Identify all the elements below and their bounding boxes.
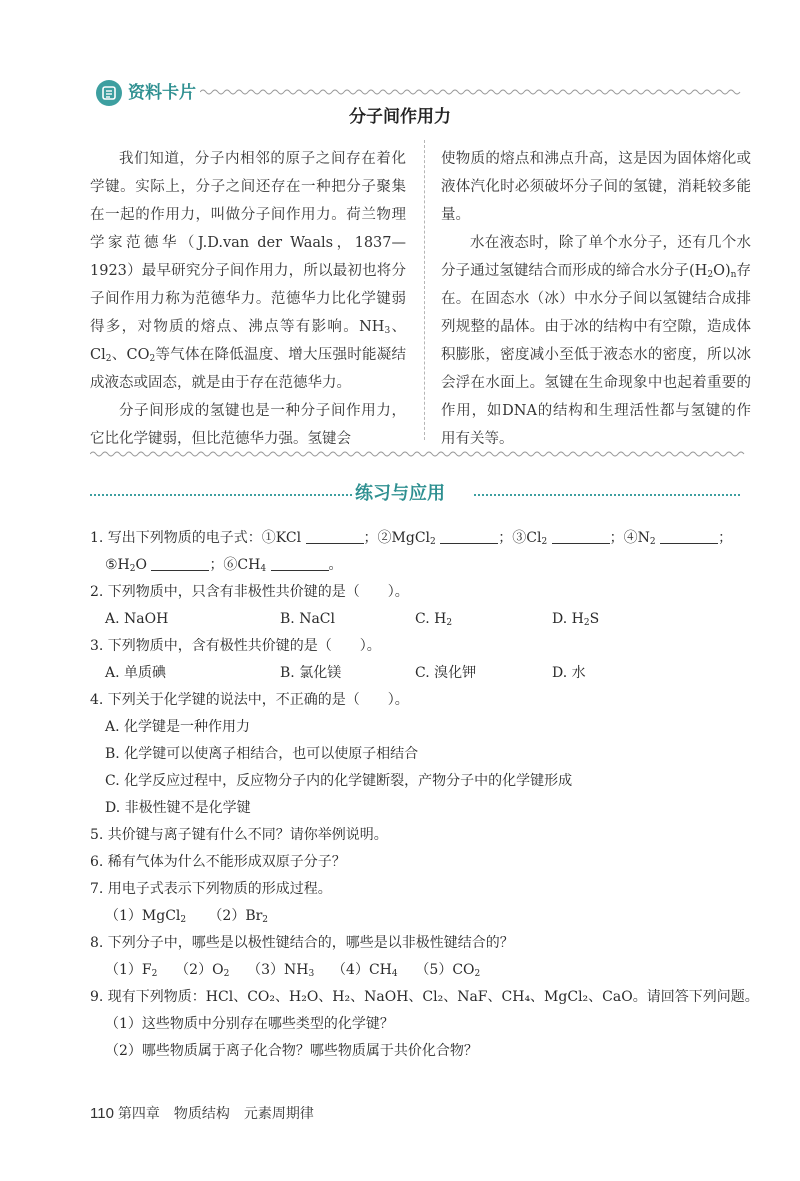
- question-2-options: [90, 606, 750, 633]
- page-number: 110: [90, 1105, 114, 1122]
- option-d[interactable]: D. 水: [552, 665, 586, 681]
- question-4-stem: 4. 下列关于化学键的说法中，不正确的是（ ）。: [90, 692, 409, 708]
- question-8-stem: 8. 下列分子中，哪些是以极性键结合的，哪些是以非极性键结合的？: [90, 935, 514, 951]
- question-list: [90, 525, 759, 1065]
- card-icon: [96, 80, 122, 106]
- answer-blank[interactable]: [660, 529, 718, 544]
- option-a[interactable]: A. 单质碘: [105, 665, 167, 681]
- exercise-title: 练习与应用: [355, 483, 445, 504]
- chapter-label: 第四章 物质结构 元素周期律: [117, 1106, 314, 1122]
- question-9-sub-1: （1）这些物质中分别存在哪些类型的化学键？: [105, 1016, 394, 1032]
- column-divider: [424, 140, 425, 440]
- question-2-stem: 2. 下列物质中，只含有非极性共价键的是（ ）。: [90, 584, 409, 600]
- option-d[interactable]: D. $H_2S$: [552, 611, 600, 628]
- bottom-wavy-border: [90, 450, 745, 458]
- question-8-items: $(1)F_2$ $(2)O_2$ $(3)NH_3$ $(4)CH_4$ $(5)CO_2$: [105, 962, 481, 979]
- right-paragraph-1: 使物质的熔点和沸点升高，这是因为固体熔化或液体汽化时必须破坏分子间的氢键，消耗较多能量。: [441, 151, 751, 223]
- question-5: 5. 共价键与离子键有什么不同？请你举例说明。: [90, 827, 388, 843]
- right-column: [441, 145, 751, 453]
- answer-blank[interactable]: [271, 556, 329, 571]
- option-c[interactable]: C. 溴化钾: [415, 665, 477, 681]
- question-6: 6. 稀有气体为什么不能形成双原子分子？: [90, 854, 346, 870]
- page-footer: [90, 1103, 314, 1123]
- question-9-stem: 9. 现有下列物质：HCl、CO₂、H₂O、H₂、NaOH、Cl₂、NaF、CH₄、MgCl₂、CaO。请回答下列问题。: [90, 989, 759, 1005]
- answer-blank[interactable]: [552, 529, 610, 544]
- option-c[interactable]: C. $H_2$: [415, 611, 453, 628]
- card-title: 资料卡片: [128, 83, 196, 103]
- question-9-sub-2: （2）哪些物质属于离子化合物？哪些物质属于共价化合物？: [105, 1043, 478, 1059]
- left-paragraph-1: 我们知道，分子内相邻的原子之间存在着化学键。实际上，分子之间还存在一种把分子聚集在一起的作用力，叫做分子间作用力。荷兰物理学家范德华（J.D.van der Waals，1837—1923）最早研究分子间作用力，所以最初也将分子间作用力称为范德华力。范德华力比化学键弱得多，对物质的熔点、沸点等有影响。$NH_3$、$Cl_2$、$CO_2$等气体在降低温度、增大压强时能凝结成液态或固态，就是由于存在范德华力。: [90, 151, 407, 391]
- option-a[interactable]: A. NaOH: [105, 611, 169, 627]
- question-7-items: （1）MgCl$_2$ $(2)Br_2$: [105, 908, 269, 925]
- question-1-line-2: $⑤H_2O$ ；$⑥CH_4$ 。: [105, 557, 343, 574]
- right-paragraph-2: 水在液态时，除了单个水分子，还有几个水分子通过氢键结合而形成的缔合水分子$(H_2O)_n$存在。在固态水（冰）中水分子间以氢键结合成排列规整的晶体。由于冰的结构中有空隙，造成体积膨胀，密度减小至低于液态水的密度，所以冰会浮在水面上。氢键在生命现象中也起着重要的作用，如DNA的结构和生理活性都与氢键的作用有关等。: [441, 235, 751, 447]
- option-a[interactable]: A. 化学键是一种作用力: [105, 719, 251, 735]
- question-3-stem: 3. 下列物质中，含有极性共价键的是（ ）。: [90, 638, 381, 654]
- answer-blank[interactable]: [151, 556, 209, 571]
- box-heading: 分子间作用力: [349, 107, 451, 127]
- exercise-divider-right: [474, 494, 740, 496]
- left-column: [90, 145, 406, 453]
- question-7-stem: 7. 用电子式表示下列物质的形成过程。: [90, 881, 332, 897]
- answer-blank[interactable]: [306, 529, 364, 544]
- document-icon: [101, 85, 117, 101]
- option-d[interactable]: D. 非极性键不是化学键: [105, 800, 251, 816]
- option-b[interactable]: B. 化学键可以使离子相结合，也可以使原子相结合: [105, 746, 419, 762]
- option-c[interactable]: C. 化学反应过程中，反应物分子内的化学键断裂，产物分子中的化学键形成: [105, 773, 573, 789]
- top-wavy-border: [200, 88, 745, 96]
- option-b[interactable]: B. 氯化镁: [280, 665, 342, 681]
- answer-blank[interactable]: [440, 529, 498, 544]
- left-paragraph-2: 分子间形成的氢键也是一种分子间作用力，它比化学键弱，但比范德华力强。氢键会: [90, 403, 406, 447]
- question-1-line-1: 1. 写出下列物质的电子式：①KCl ；②MgCl$_2$ ；$③Cl_2$ ；$④N_2$ ；: [90, 530, 733, 547]
- option-b[interactable]: B. NaCl: [280, 611, 335, 627]
- question-3-options: [90, 660, 750, 687]
